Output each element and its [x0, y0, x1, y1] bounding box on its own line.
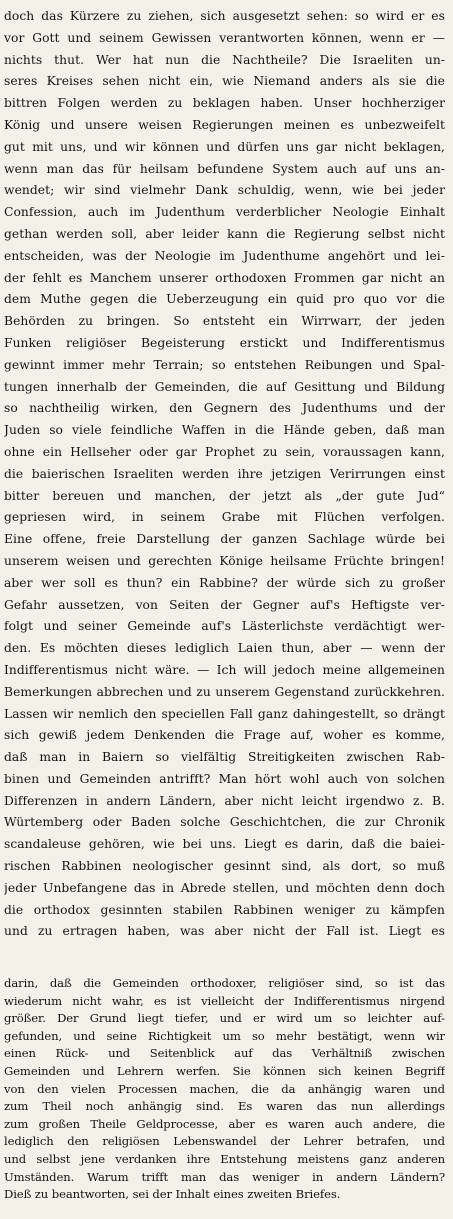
text-line: Gefahr aussetzen, von Seiten der Gegner auf's Heftigste ver- — [4, 597, 445, 612]
text-line: lediglich den religiösen Lebenswandel der Lehrer betrafen, und — [4, 1134, 445, 1149]
text-line: nichts thut. Wer hat nun die Nachtheile? Die Israeliten un- — [4, 52, 445, 67]
text-line: dem Muthe gegen die Ueberzeugung ein quid pro quo vor die — [4, 292, 445, 307]
text-line: gewinnt immer mehr Terrain; so entstehen Reibungen und Spal- — [4, 357, 445, 372]
text-line: jeder Unbefangene das in Abrede stellen, und möchten denn doch — [4, 880, 445, 895]
text-line: darin, daß die Gemeinden orthodoxer, religiöser sind, so ist das — [4, 976, 445, 990]
text-line: wenn man das für heilsam befundene System auch auf uns an- — [4, 161, 445, 176]
text-line: aber wer soll es thun? ein Rabbine? der würde sich zu großer — [4, 575, 445, 590]
text-line: Würtemberg oder Baden solche Geschichtchen, die zur Chronik — [4, 815, 445, 830]
text-line: Indifferentismus nicht wäre. — Ich will jedoch meine allgemeinen — [4, 662, 445, 677]
text-line: gethan werden soll, aber leider kann die Regierung selbst nicht — [4, 226, 445, 241]
text-line: Lassen wir nemlich den speciellen Fall ganz dahingestellt, so drängt — [4, 706, 445, 721]
text-line: Funken religiöser Begeisterung erstickt und Indifferentismus — [4, 335, 445, 350]
text-line: doch das Kürzere zu ziehen, sich ausgesetzt sehen: so wird er es — [4, 9, 445, 23]
text-line: vor Gott und seinem Gewissen verantworten können, wenn er — — [4, 30, 445, 45]
text-line: gut mit uns, und wir können und dürfen uns gar nicht beklagen, — [4, 139, 445, 154]
article-column-part-two — [4, 975, 445, 1204]
text-line: die baierischen Israeliten werden ihre jetzigen Verirrungen einst — [4, 466, 445, 481]
text-line: und zu ertragen haben, was aber nicht der Fall ist. Liegt es — [4, 924, 445, 939]
text-line: Eine offene, freie Darstellung der ganzen Sachlage würde bei — [4, 532, 445, 547]
text-line: wiederum nicht wahr, es ist vielleicht der Indifferentismus nirgend — [4, 993, 445, 1008]
text-line: Gemeinden und Lehrern werfen. Sie können sich keinen Begriff — [4, 1063, 445, 1078]
text-line: gefunden, und seine Richtigkeit um so mehr bestätigt, wenn wir — [4, 1028, 445, 1043]
text-line: den. Es möchten dieses lediglich Laien thun, aber — wenn der — [4, 641, 445, 656]
text-line: zum Theil noch anhängig sind. Es waren das nun allerdings — [4, 1099, 445, 1114]
text-line: bitter bereuen und manchen, der jetzt als „der gute Jud“ — [4, 488, 445, 503]
text-line: folgt und seiner Gemeinde auf's Lästerlichste verdächtigt wer- — [4, 619, 445, 634]
text-line: rischen Rabbinen neologischer gesinnt sind, als dort, so muß — [4, 859, 445, 874]
text-line: Confession, auch im Judenthum verderblicher Neologie Einhalt — [4, 205, 445, 220]
text-line: von den vielen Processen machen, die da anhängig waren und — [4, 1081, 445, 1096]
text-line: entscheiden, was der Neologie im Judenthume angehört und lei- — [4, 248, 445, 263]
text-line: bittren Folgen werden zu beklagen haben. Unser hochherziger — [4, 96, 445, 111]
text-line: daß man in Baiern so vielfältig Streitigkeiten zwischen Rab- — [4, 750, 445, 765]
text-line: so nachtheilig wirken, den Gegnern des Judenthums und der — [4, 401, 445, 416]
text-line: größer. Der Grund liegt tiefer, und er wird um so leichter auf- — [4, 1011, 445, 1026]
text-line: zum großen Theile Geldprocesse, aber es waren auch andere, die — [4, 1116, 445, 1131]
text-line: König und unsere weisen Regierungen meinen es unbezweifelt — [4, 117, 445, 132]
text-line: ohne ein Hellseher oder gar Prophet zu sein, voraussagen kann, — [4, 444, 445, 459]
text-line: Behörden zu bringen. So entsteht ein Wirrwarr, der jeden — [4, 314, 445, 329]
text-line: gepriesen wird, in seinem Grabe mit Flüchen verfolgen. — [4, 510, 445, 525]
text-line: unserem weisen und gerechten Könige heilsame Früchte bringen! — [4, 553, 445, 568]
text-line: Bemerkungen abbrechen und zu unserem Gegenstand zurückkehren. — [4, 684, 445, 699]
text-line: Differenzen in andern Ländern, aber nicht leicht irgendwo z. B. — [4, 793, 445, 808]
text-line: seres Kreises sehen nicht ein, wie Niemand anders als sie die — [4, 74, 445, 89]
text-line: Juden so viele feindliche Waffen in die Hände geben, daß man — [4, 423, 445, 438]
text-line: die orthodox gesinnten stabilen Rabbinen weniger zu kämpfen — [4, 902, 445, 917]
text-line: sich gewiß jedem Denkenden die Frage auf, woher es komme, — [4, 728, 445, 743]
text-line: der fehlt es Manchem unserer orthodoxen Frommen gar nicht an — [4, 270, 445, 285]
text-line: Dieß zu beantworten, sei der Inhalt eines zweiten Briefes. — [4, 1187, 341, 1202]
text-line: einen Rück- und Seitenblick auf das Verhältniß zwischen — [4, 1046, 445, 1061]
text-line: Umständen. Warum trifft man das weniger in andern Ländern? — [4, 1169, 445, 1184]
article-column-part-one — [4, 6, 445, 943]
text-line: tungen innerhalb der Gemeinden, die auf Gesittung und Bildung — [4, 379, 445, 394]
text-line: binen und Gemeinden antrifft? Man hört wohl auch von solchen — [4, 771, 445, 786]
text-line: scandaleuse gehören, wie bei uns. Liegt es darin, daß die baiei- — [4, 837, 445, 852]
text-line: und selbst jene verdanken ihre Entstehung meistens ganz anderen — [4, 1151, 445, 1166]
text-line: wendet; wir sind vielmehr Dank schuldig, wenn, wie bei jeder — [4, 183, 445, 198]
